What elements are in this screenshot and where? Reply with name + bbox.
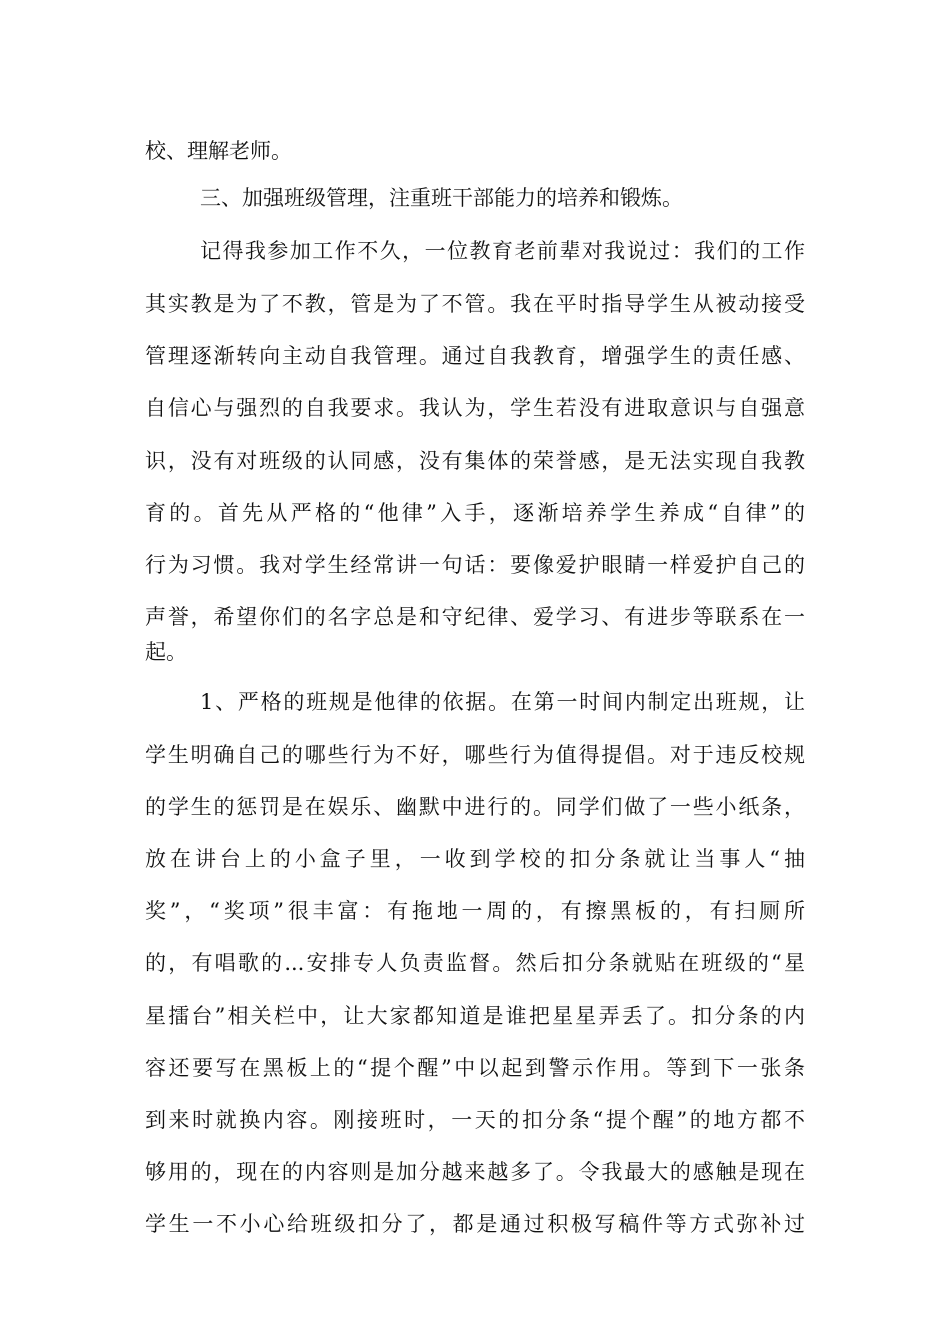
text-line-11: 起。 xyxy=(145,640,187,664)
text-line-4: 其实教是为了不教，管是为了不管。我在平时指导学生从被动接受 xyxy=(145,292,805,316)
section-heading: 三、加强班级管理，注重班干部能力的培养和锻炼。 xyxy=(200,186,683,210)
text-line-17: 的，有唱歌的...安排专人负责监督。然后扣分条就贴在班级的“星 xyxy=(145,951,805,975)
text-line-14: 的学生的惩罚是在娱乐、幽默中进行的。同学们做了一些小纸条， xyxy=(145,795,805,819)
text-line-6: 自信心与强烈的自我要求。我认为，学生若没有进取意识与自强意 xyxy=(145,396,805,420)
text-line-3: 记得我参加工作不久，一位教育老前辈对我说过：我们的工作 xyxy=(200,239,805,263)
text-line-12: 1、严格的班规是他律的依据。在第一时间内制定出班规，让 xyxy=(200,690,805,714)
text-line-13: 学生明确自己的哪些行为不好，哪些行为值得提倡。对于违反校规 xyxy=(145,743,805,767)
text-line-22: 学生一不小心给班级扣分了，都是通过积极写稿件等方式弥补过 xyxy=(145,1212,805,1236)
text-line-18: 星擂台”相关栏中，让大家都知道是谁把星星弄丢了。扣分条的内 xyxy=(145,1004,805,1028)
text-line-21: 够用的，现在的内容则是加分越来越多了。令我最大的感触是现在 xyxy=(145,1160,805,1184)
text-line-5: 管理逐渐转向主动自我管理。通过自我教育，增强学生的责任感、 xyxy=(145,344,805,368)
text-line-10: 声誉，希望你们的名字总是和守纪律、爱学习、有进步等联系在一 xyxy=(145,605,805,629)
text-line-16: 奖”，“奖项”很丰富：有拖地一周的，有擦黑板的，有扫厕所 xyxy=(145,899,805,923)
text-line-9: 行为习惯。我对学生经常讲一句话：要像爱护眼睛一样爱护自己的 xyxy=(145,553,805,577)
text-line-7: 识，没有对班级的认同感，没有集体的荣誉感，是无法实现自我教 xyxy=(145,449,805,473)
text-line-1: 校、理解老师。 xyxy=(145,139,292,163)
text-line-20: 到来时就换内容。刚接班时，一天的扣分条“提个醒”的地方都不 xyxy=(145,1108,805,1132)
text-line-8: 育的。首先从严格的“他律”入手，逐渐培养学生养成“自律”的 xyxy=(145,501,805,525)
text-line-19: 容还要写在黑板上的“提个醒”中以起到警示作用。等到下一张条 xyxy=(145,1056,805,1080)
text-line-15: 放在讲台上的小盒子里，一收到学校的扣分条就让当事人“抽 xyxy=(145,847,805,871)
